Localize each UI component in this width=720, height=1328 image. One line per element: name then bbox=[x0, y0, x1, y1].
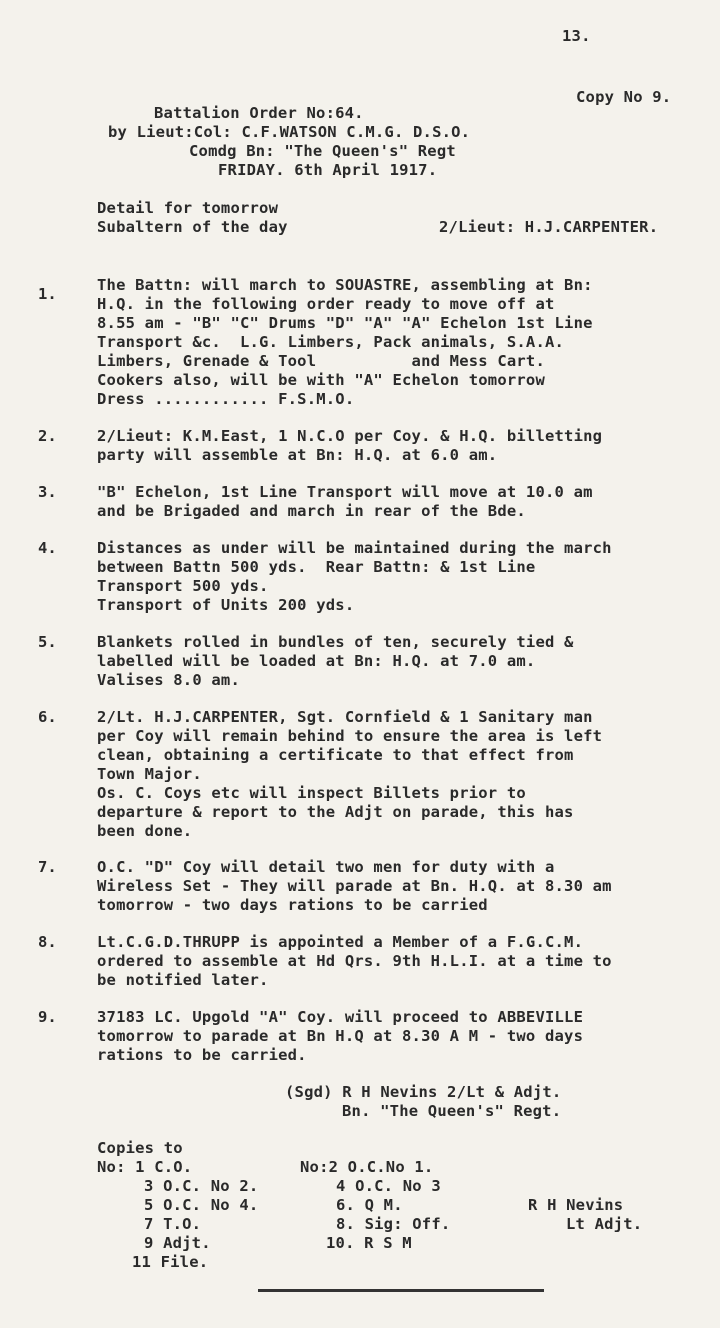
copies-middle-entry: 10. R S M bbox=[326, 1234, 412, 1252]
item-number: 2. bbox=[38, 427, 57, 445]
item-number: 1. bbox=[38, 285, 57, 303]
copies-left-entry: 9 Adjt. bbox=[144, 1234, 211, 1252]
order-date: FRIDAY. 6th April 1917. bbox=[218, 161, 438, 179]
item-line: 37183 LC. Upgold "A" Coy. will proceed to ABBEVILLE bbox=[97, 1008, 584, 1026]
copies-middle-entry: 4 O.C. No 3 bbox=[336, 1177, 441, 1195]
item-line: "B" Echelon, 1st Line Transport will move at 10.0 am bbox=[97, 483, 593, 501]
copies-left-entry: 3 O.C. No 2. bbox=[144, 1177, 259, 1195]
item-line: O.C. "D" Coy will detail two men for duty with a bbox=[97, 858, 555, 876]
order-unit: Comdg Bn: "The Queen's" Regt bbox=[189, 142, 456, 160]
item-line: Transport &c. L.G. Limbers, Pack animals, S.A.A. bbox=[97, 333, 565, 351]
copies-sign-name: R H Nevins bbox=[528, 1196, 624, 1214]
page-number: 13. bbox=[562, 27, 591, 45]
item-line: between Battn 500 yds. Rear Battn: & 1st Line bbox=[97, 558, 536, 576]
signature-unit: Bn. "The Queen's" Regt. bbox=[342, 1102, 562, 1120]
item-number: 4. bbox=[38, 539, 57, 557]
signature-line: (Sgd) R H Nevins 2/Lt & Adjt. bbox=[285, 1083, 562, 1101]
item-line: Town Major. bbox=[97, 765, 202, 783]
item-line: Os. C. Coys etc will inspect Billets prior to bbox=[97, 784, 526, 802]
item-line: Cookers also, will be with "A" Echelon tomorrow bbox=[97, 371, 545, 389]
item-line: Dress ............ F.S.M.O. bbox=[97, 390, 355, 408]
item-number: 8. bbox=[38, 933, 57, 951]
copies-left-entry: 7 T.O. bbox=[144, 1215, 202, 1233]
item-line: tomorrow to parade at Bn H.Q at 8.30 A M - two days bbox=[97, 1027, 584, 1045]
item-number: 9. bbox=[38, 1008, 57, 1026]
copies-sign-rank: Lt Adjt. bbox=[566, 1215, 643, 1233]
item-line: Valises 8.0 am. bbox=[97, 671, 240, 689]
copies-left-entry: No: 1 C.O. bbox=[97, 1158, 193, 1176]
item-line: 2/Lieut: K.M.East, 1 N.C.O per Coy. & H.Q. billetting bbox=[97, 427, 603, 445]
subaltern-name: 2/Lieut: H.J.CARPENTER. bbox=[439, 218, 659, 236]
item-line: party will assemble at Bn: H.Q. at 6.0 am. bbox=[97, 446, 498, 464]
copies-middle-entry: 6. Q M. bbox=[336, 1196, 403, 1214]
copies-heading: Copies to bbox=[97, 1139, 183, 1157]
item-number: 7. bbox=[38, 858, 57, 876]
item-line: Distances as under will be maintained during the march bbox=[97, 539, 612, 557]
item-line: Transport 500 yds. bbox=[97, 577, 269, 595]
copies-left-entry: 11 File. bbox=[132, 1253, 209, 1271]
item-line: rations to be carried. bbox=[97, 1046, 307, 1064]
copies-left-entry: 5 O.C. No 4. bbox=[144, 1196, 259, 1214]
item-number: 6. bbox=[38, 708, 57, 726]
item-line: departure & report to the Adjt on parade, this has bbox=[97, 803, 574, 821]
order-issuer: by Lieut:Col: C.F.WATSON C.M.G. D.S.O. bbox=[108, 123, 471, 141]
item-line: per Coy will remain behind to ensure the area is left bbox=[97, 727, 603, 745]
item-line: ordered to assemble at Hd Qrs. 9th H.L.I. at a time to bbox=[97, 952, 612, 970]
copies-middle-entry: No:2 O.C.No 1. bbox=[300, 1158, 434, 1176]
item-line: clean, obtaining a certificate to that effect from bbox=[97, 746, 574, 764]
item-number: 5. bbox=[38, 633, 57, 651]
item-line: and be Brigaded and march in rear of the Bde. bbox=[97, 502, 526, 520]
subaltern-label: Subaltern of the day bbox=[97, 218, 288, 236]
item-line: tomorrow - two days rations to be carried bbox=[97, 896, 488, 914]
copies-middle-entry: 8. Sig: Off. bbox=[336, 1215, 451, 1233]
detail-heading: Detail for tomorrow bbox=[97, 199, 279, 217]
item-line: H.Q. in the following order ready to move off at bbox=[97, 295, 555, 313]
item-line: 8.55 am - "B" "C" Drums "D" "A" "A" Echelon 1st Line bbox=[97, 314, 593, 332]
item-line: 2/Lt. H.J.CARPENTER, Sgt. Cornfield & 1 Sanitary man bbox=[97, 708, 593, 726]
item-line: been done. bbox=[97, 822, 193, 840]
item-line: Lt.C.G.D.THRUPP is appointed a Member of a F.G.C.M. bbox=[97, 933, 584, 951]
copy-number: Copy No 9. bbox=[576, 88, 672, 106]
item-line: be notified later. bbox=[97, 971, 269, 989]
item-number: 3. bbox=[38, 483, 57, 501]
item-line: The Battn: will march to SOUASTRE, assembling at Bn: bbox=[97, 276, 593, 294]
bottom-rule bbox=[258, 1289, 544, 1292]
item-line: Transport of Units 200 yds. bbox=[97, 596, 355, 614]
item-line: Limbers, Grenade & Tool and Mess Cart. bbox=[97, 352, 545, 370]
item-line: Wireless Set - They will parade at Bn. H.Q. at 8.30 am bbox=[97, 877, 612, 895]
order-title: Battalion Order No:64. bbox=[154, 104, 364, 122]
item-line: labelled will be loaded at Bn: H.Q. at 7.0 am. bbox=[97, 652, 536, 670]
item-line: Blankets rolled in bundles of ten, securely tied & bbox=[97, 633, 574, 651]
